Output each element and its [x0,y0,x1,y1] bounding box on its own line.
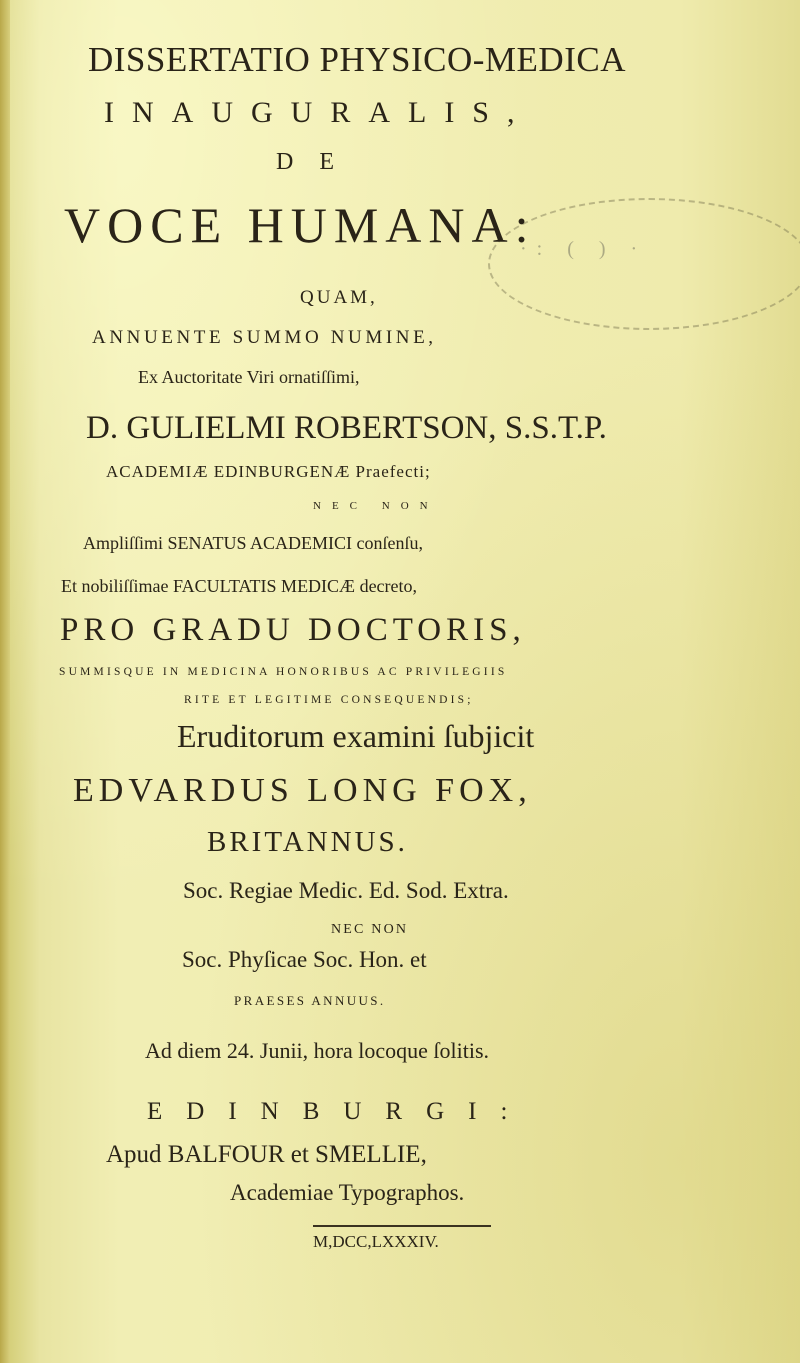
society-1: Soc. Regiae Medic. Ed. Sod. Extra. [183,878,509,903]
page-edge [0,0,10,1363]
author-name: EDVARDUS LONG FOX, [73,772,532,809]
annuente-line: ANNUENTE SUMMO NUMINE, [92,327,437,348]
necnon-line: NEC NON [313,500,439,512]
imprint-role: Academiae Typographos. [230,1180,465,1205]
nec-non-line: NEC NON [331,922,409,937]
de-line: DE [276,149,360,175]
date-line: Ad diem 24. Junii, hora locoque ſolitis. [145,1038,490,1063]
title-line-1: DISSERTATIO PHYSICO-MEDICA [88,40,626,79]
author-origin: BRITANNUS. [207,826,408,858]
principal-name: D. GULIELMI ROBERTSON, S.S.T.P. [86,410,607,446]
senatus-line: Ampliſſimi SENATUS ACADEMICI conſenſu, [83,533,424,553]
imprint-printers: Apud BALFOUR et SMELLIE, [106,1141,427,1168]
summisque-line: SUMMISQUE IN MEDICINA HONORIBUS AC PRIVILEGIIS [59,666,508,678]
society-2: Soc. Phyſicae Soc. Hon. et [182,947,427,972]
rite-line: RITE ET LEGITIME CONSEQUENDIS; [184,694,474,706]
facultatis-line: Et nobiliſſimae FACULTATIS MEDICÆ decreto, [61,576,418,596]
auctoritate-line: Ex Auctoritate Viri ornatiſſimi, [138,367,360,387]
imprint-rule [313,1225,491,1227]
imprint-city: EDINBURGI: [147,1098,532,1125]
title-line-2: INAUGURALIS, [104,96,533,129]
degree-line: PRO GRADU DOCTORIS, [60,612,526,648]
imprint-year: M,DCC,LXXXIV. [313,1232,439,1251]
quam-line: QUAM, [300,287,378,308]
eruditorum-line: Eruditorum examini ſubjicit [177,718,535,754]
praeses-line: PRAESES ANNUUS. [234,993,386,1008]
subject-title: VOCE HUMANA: [64,197,536,253]
academiae-line: ACADEMIÆ EDINBURGENÆ Praefecti; [106,462,431,481]
stamp-marks: ·: ( ) · [520,238,648,260]
